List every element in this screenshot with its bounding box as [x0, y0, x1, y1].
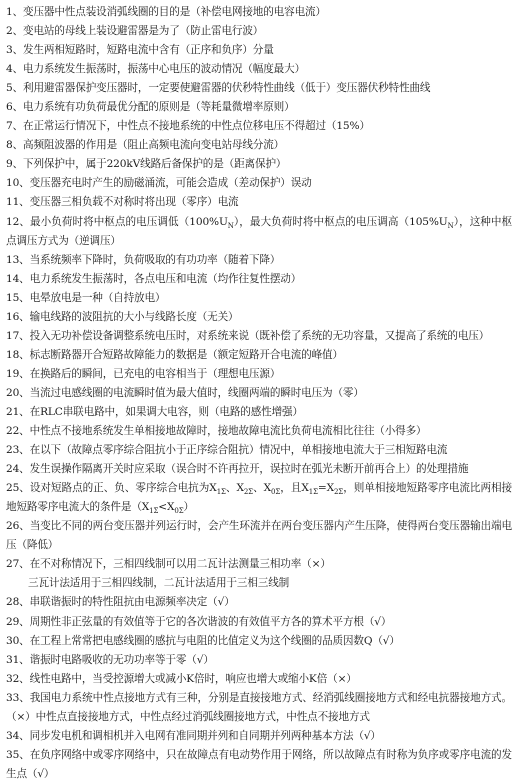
item-8: 8、高频阻波器的作用是（阻止高频电流向变电站母线分流） — [6, 139, 285, 152]
item-33: 33、我国电力系统中性点接地方式有三种，分别是直接接地方式、经消弧线圈接地方式和经电抗器接地方式。（×）中性点直接接地方式，中性点经过消弧线圈接地方式，中性点不接地方式 — [6, 691, 512, 723]
item-27: 27、在不对称情况下，三相四线制可以用二瓦计法测量三相功率（×） — [6, 558, 331, 571]
item-35: 35、在负序网络中或零序网络中，只在故障点有电动势作用于网络，所以故障点有时称为负序或零序电流的发生点（√） — [6, 748, 512, 780]
item-29: 29、周期性非正弦量的有效值等于它的各次谐波的有效值平方各的算术平方根（√） — [6, 615, 392, 628]
item-20: 20、当流过电感线圈的电流瞬时值为最大值时，线圈两端的瞬时电压为（零） — [6, 386, 364, 399]
item-4: 4、电力系统发生振荡时，振荡中心电压的波动情况（幅度最大） — [6, 63, 306, 76]
item-5: 5、利用避雷器保护变压器时，一定要使避雷器的伏秒特性曲线（低于）变压器伏秒特性曲线 — [6, 82, 431, 95]
item-32: 32、线性电路中，当受控源增大或减小K倍时，响应也增大或缩小K倍（×） — [6, 672, 357, 685]
item-7: 7、在正常运行情况下，中性点不接地系统的中性点位移电压不得超过（15%） — [6, 120, 370, 133]
item-18: 18、标志断路器开合短路故障能力的数据是（额定短路开合电流的峰值） — [6, 348, 343, 361]
item-25: 25、设对短路点的正、负、零序综合电抗为$X_{1\Sigma}$、$X_{2\Sigma}$、$X_{0\Sigma}$，且$X_{1\Sigma}=X_{2\Sigma}$，则单相接地短路零序电流比两相接地短路零序电流大的条件是$(X_{1\Sigma}<X_{0\Sigma})$ — [6, 482, 512, 516]
item-23: 23、在以下（故障点零序综合阻抗小于正序综合阻抗）情况中，单相接地电流大于三相短路电流 — [6, 444, 448, 457]
item-11: 11、变压器三相负载不对称时将出现（零序）电流 — [6, 196, 239, 209]
item-10: 10、变压器充电时产生的励磁涌流，可能会造成（差动保护）误动 — [6, 177, 312, 190]
item-6: 6、电力系统有功负荷最优分配的原则是（等耗量微增率原则） — [6, 101, 295, 114]
item-21: 21、在RLC串联电路中，如果调大电容，则（电路的感性增强） — [6, 405, 303, 418]
item-19: 19、在换路后的瞬间，已充电的电容相当于（理想电压源） — [6, 367, 281, 380]
item-12: 12、最小负荷时将中枢点的电压调低$(100\%U_N)$，最大负荷时将中枢点的电压调高$(105\%U_N)$，这种中枢点调压方式为（逆调压） — [6, 215, 512, 247]
item-30: 30、在工程上常常把电感线圈的感抗与电阻的比值定义为这个线圈的品质因数Q（√） — [6, 634, 400, 647]
item-22: 22、中性点不接地系统发生单相接地故障时，接地故障电流比负荷电流相比往往（小得多） — [6, 425, 427, 438]
item-9: 9、下列保护中，属于220kV线路后备保护的是（距离保护） — [6, 158, 287, 171]
item-3: 3、发生两相短路时，短路电流中含有（正序和负序）分量 — [6, 44, 274, 57]
item-31: 31、谐振时电路吸收的无功功率等于零（√） — [6, 653, 214, 666]
item-13: 13、当系统频率下降时，负荷吸取的有功功率（随着下降） — [6, 253, 281, 266]
item-24: 24、发生误操作隔离开关时应采取（误合时不许再拉开，误拉时在弧光未断开前再合上）的处理措施 — [6, 463, 469, 476]
item-27-note: 三瓦计法适用于三相四线制，二瓦计法适用于三相三线制 — [28, 577, 290, 590]
item-17: 17、投入无功补偿设备调整系统电压时，对系统来说（既补偿了系统的无功容量，又提高了系统的电压） — [6, 329, 490, 342]
item-14: 14、电力系统发生振荡时，各点电压和电流（均作往复性摆动） — [6, 272, 302, 285]
item-15: 15、电晕放电是一种（自持放电） — [6, 291, 166, 304]
item-2: 2、变电站的母线上装设避雷器是为了（防止雷电行波） — [6, 25, 264, 38]
item-1: 1、变压器中性点装设消弧线圈的目的是（补偿电网接地的电容电流） — [6, 6, 326, 18]
item-16: 16、输电线路的波阻抗的大小与线路长度（无关） — [6, 310, 239, 323]
item-26: 26、当变比不同的两台变压器并列运行时，会产生环流并在两台变压器内产生压降，使得两台变压器输出端电压（降低） — [6, 520, 512, 552]
item-28: 28、串联谐振时的特性阻抗由电源频率决定（√） — [6, 596, 235, 609]
item-34: 34、同步发电机和调相机并入电网有准同期并列和自同期并列两种基本方法（√） — [6, 729, 381, 742]
